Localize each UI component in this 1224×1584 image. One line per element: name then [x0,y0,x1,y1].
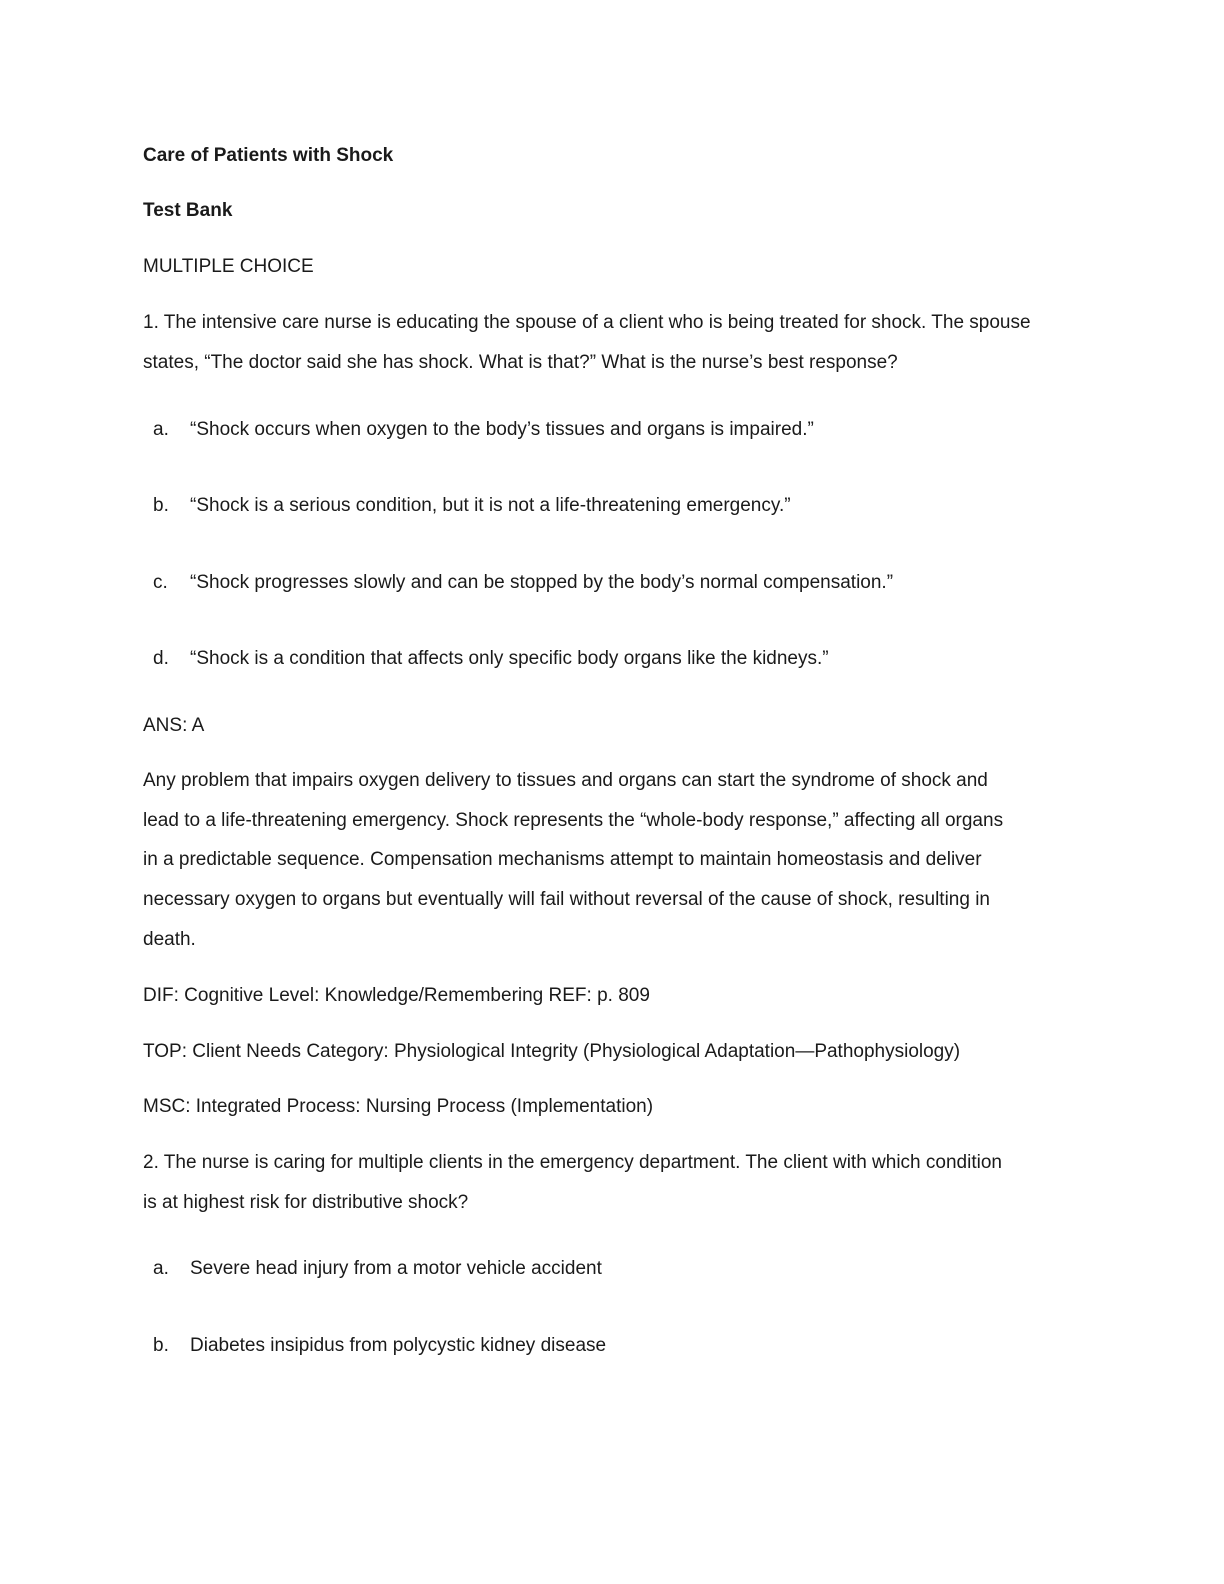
q1-stem-line-1: 1. The intensive care nurse is educating the spouse of a client who is being treated for shock. The spouse [143,312,1031,333]
q1-dif: DIF: Cognitive Level: Knowledge/Remembering REF: p. 809 [143,985,650,1006]
option-text: Severe head injury from a motor vehicle accident [190,1258,602,1279]
option-letter: b. [153,1335,169,1356]
q1-stem-line-2: states, “The doctor said she has shock. What is that?” What is the nurse’s best response? [143,352,898,373]
option-text: “Shock is a condition that affects only specific body organs like the kidneys.” [190,648,829,669]
section-heading: MULTIPLE CHOICE [143,256,314,277]
option-letter: a. [153,1258,169,1279]
q1-rationale-line-5: death. [143,929,196,950]
q1-answer: ANS: A [143,715,205,736]
q2-stem-line-1: 2. The nurse is caring for multiple clients in the emergency department. The client with which condition [143,1152,1002,1173]
option-letter: b. [153,495,169,516]
q2-stem-line-2: is at highest risk for distributive shock? [143,1192,469,1213]
q1-rationale-line-2: lead to a life-threatening emergency. Shock represents the “whole-body response,” affecting all organs [143,810,1004,831]
option-letter: d. [153,648,169,669]
option-text: “Shock progresses slowly and can be stopped by the body’s normal compensation.” [190,572,894,593]
q1-top: TOP: Client Needs Category: Physiological Integrity (Physiological Adaptation—Pathophysiology) [143,1041,961,1062]
document-subtitle: Test Bank [143,200,233,221]
option-letter: c. [153,572,168,593]
q1-rationale-line-3: in a predictable sequence. Compensation mechanisms attempt to maintain homeostasis and deliver [143,849,982,870]
q1-rationale-line-4: necessary oxygen to organs but eventually will fail without reversal of the cause of shock, resulting in [143,889,991,910]
option-text: “Shock occurs when oxygen to the body’s tissues and organs is impaired.” [190,419,814,440]
option-text: Diabetes insipidus from polycystic kidney disease [190,1335,607,1356]
q1-msc: MSC: Integrated Process: Nursing Process (Implementation) [143,1096,654,1117]
option-text: “Shock is a serious condition, but it is not a life-threatening emergency.” [190,495,791,516]
option-letter: a. [153,419,169,440]
q1-rationale-line-1: Any problem that impairs oxygen delivery to tissues and organs can start the syndrome of shock and [143,770,988,791]
document-title: Care of Patients with Shock [143,145,394,166]
